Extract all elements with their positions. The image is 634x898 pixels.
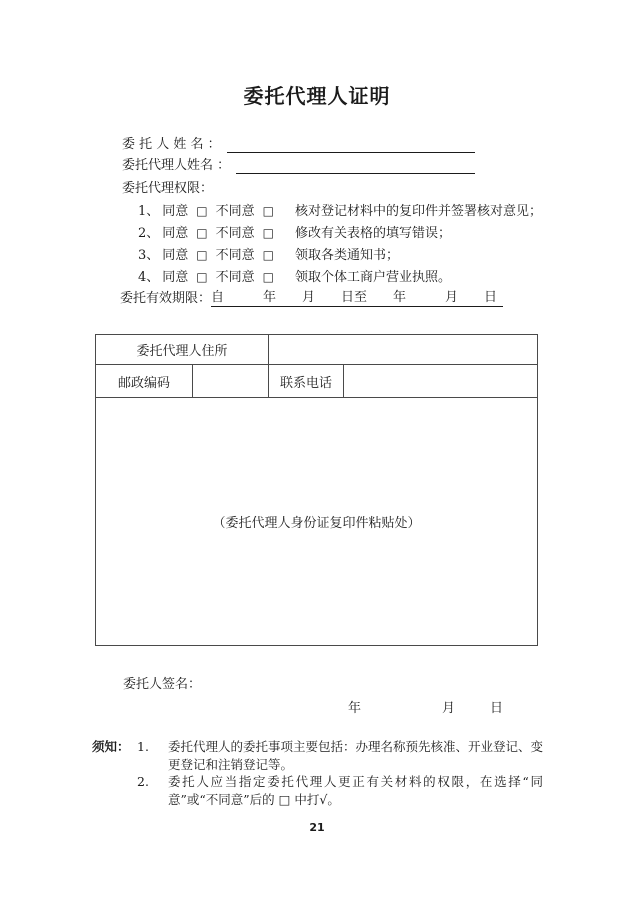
- authority-section-label: 委托代理权限：: [122, 181, 214, 196]
- agree-label: 同意: [162, 270, 189, 285]
- month-label: 月: [442, 701, 456, 716]
- validity-label: 委托有效期限：: [120, 291, 212, 306]
- item-number: 2、: [138, 226, 160, 241]
- notes-list: [137, 738, 543, 808]
- item-description: 核对登记材料中的复印件并签署核对意见；: [295, 204, 543, 219]
- disagree-label: 不同意: [215, 226, 255, 241]
- postal-code-value-cell: [193, 365, 269, 398]
- disagree-checkbox: □: [262, 204, 274, 218]
- note-item-2: [137, 773, 543, 808]
- note-item-1: [137, 738, 543, 773]
- principal-name-blank-line: [227, 137, 475, 153]
- disagree-label: 不同意: [215, 248, 255, 263]
- year-label: 年: [348, 701, 362, 716]
- agree-checkbox: □: [196, 226, 208, 240]
- validity-blank-line: 自 年 月 日至 年 月 日: [211, 289, 503, 307]
- disagree-checkbox: □: [262, 226, 274, 240]
- principal-name-field: [122, 136, 475, 153]
- phone-value-cell: [344, 365, 538, 398]
- item-description: 领取各类通知书；: [295, 248, 400, 263]
- agent-address-label: 委托代理人住所: [96, 335, 269, 365]
- validity-period-field: [120, 289, 503, 307]
- id-copy-paste-area: （委托代理人身份证复印件粘贴处）: [96, 398, 538, 646]
- agree-label: 同意: [162, 204, 189, 219]
- permission-item-4: [138, 269, 451, 286]
- agree-label: 同意: [162, 226, 189, 241]
- page-number: 21: [309, 821, 325, 834]
- page-title: 委托代理人证明: [243, 84, 391, 108]
- principal-signature-label: 委托人签名：: [123, 677, 202, 692]
- permission-item-1: [138, 203, 542, 220]
- disagree-label: 不同意: [215, 204, 255, 219]
- agent-name-label: 委托代理人姓名 ：: [122, 158, 231, 173]
- agree-checkbox: □: [196, 248, 208, 262]
- agent-address-value-cell: [269, 335, 538, 365]
- note-number: 1.: [137, 739, 149, 754]
- item-number: 4、: [138, 270, 160, 285]
- disagree-checkbox: □: [262, 270, 274, 284]
- item-description: 修改有关表格的填写错误；: [295, 226, 452, 241]
- note-text: 委托代理人的委托事项主要包括：办理名称预先核准、开业登记、变更登记和注销登记等。: [168, 739, 544, 772]
- item-description: 领取个体工商户营业执照。: [295, 270, 452, 285]
- postal-code-label: 邮政编码: [96, 365, 193, 398]
- agent-name-field: [122, 157, 475, 174]
- item-number: 3、: [138, 248, 160, 263]
- agree-checkbox: □: [196, 270, 208, 284]
- disagree-label: 不同意: [215, 270, 255, 285]
- principal-name-label: 委 托 人 姓 名 ：: [122, 137, 221, 152]
- note-text: 委托人应当指定委托代理人更正有关材料的权限，在选择“同意”或“不同意”后的 □ 中打√。: [168, 774, 543, 807]
- note-number: 2.: [137, 774, 149, 789]
- disagree-checkbox: □: [262, 248, 274, 262]
- agent-name-blank-line: [236, 158, 475, 174]
- day-label: 日: [490, 701, 504, 716]
- phone-label: 联系电话: [269, 365, 344, 398]
- agree-label: 同意: [162, 248, 189, 263]
- agree-checkbox: □: [196, 204, 208, 218]
- permission-item-3: [138, 247, 399, 264]
- permission-item-2: [138, 225, 451, 242]
- notes-heading: 须知：: [92, 739, 130, 754]
- agent-info-table: [95, 334, 538, 646]
- item-number: 1、: [138, 204, 160, 219]
